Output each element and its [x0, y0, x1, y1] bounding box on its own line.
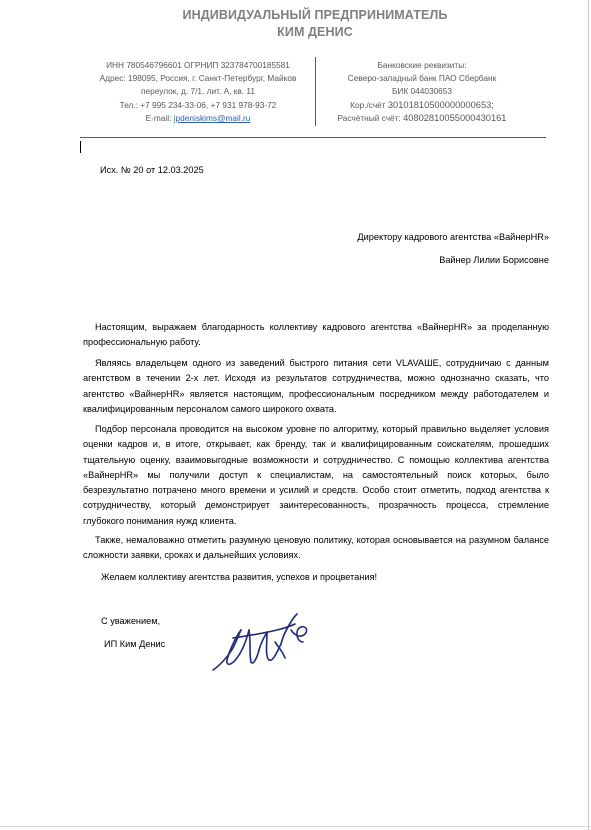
bik: БИК 044030653: [391, 86, 453, 97]
paragraph-4: [83, 533, 549, 564]
closing-regards: С уважением,: [101, 616, 161, 626]
bank-name: Северо-западный банк ПАО Сбербанк: [347, 73, 497, 84]
header-rule: [80, 137, 546, 138]
settlement-account-value: 40802810055000430161: [403, 112, 507, 123]
bank-requisites-title: Банковские реквизиты:: [377, 60, 467, 70]
requisites-right: [320, 59, 524, 125]
outgoing-number: Исх. № 20 от 12.03.2025: [100, 165, 204, 175]
kor-account-value: 30101810500000000653;: [387, 99, 494, 110]
settlement-account-label: Расчётный счёт:: [337, 112, 404, 123]
paragraph-1: [83, 320, 549, 351]
paragraph-3-text: Подбор персонала проводится на высоком уровне по алгоритму, который правильно выделяет условия оценки кадров и, в итоге, открывает, как бренду, так и квалифицированным соискателям, прошедших тщательную оценку, взаимовыгодные возможности и сотрудничество. С помощью коллектива агентства «ВайнерHR» мы получили доступ к специалистам, на самостоятельный поиск которых, было безрезультатно потрачено много времени и усилий и средств. Особо стоит отметить, подход агентства к сотрудничеству, который демонстрирует заинтересованность, прозрачность процесса, стремление глубокого понимания нужд клиента.: [83, 424, 549, 526]
paragraph-2-text: Являясь владельцем одного из заведений быстрого питания сети VLAVAШЕ, сотрудничаю с данным агентством в течении 2-х лет. Исходя из результатов сотрудничества, можно однозначно сказать, что агентство «ВайнерHR» является настоящим, профессиональным посредником между работодателем и квалифицированным персоналом самого широкого охвата.: [83, 358, 549, 414]
kor-account: [320, 99, 524, 112]
paragraph-2: [83, 356, 549, 417]
paragraph-3: [83, 422, 549, 529]
phones: Тел.: +7 995 234-33-06, +7 931 978-93-72: [119, 99, 277, 110]
page-edge-right: [588, 0, 589, 830]
email-line: [84, 112, 312, 125]
email-link[interactable]: ipdeniskims@mail.ru: [173, 112, 251, 123]
paragraph-1-text: Настоящим, выражаем благодарность коллективу кадрового агентства «ВайнерHR» за проделанную профессиональную работу.: [83, 322, 549, 348]
kor-account-label: Кор./счёт: [350, 99, 388, 110]
closing-signatory: ИП Ким Денис: [104, 639, 166, 649]
requisites-left: [84, 59, 312, 125]
addressee-position: Директору кадрового агентства «ВайнерHR»: [357, 232, 549, 242]
paragraph-4-text: Также, немаловажно отметить разумную ценовую политику, которая основывается на разумном балансе сложности заявки, сроках и дальнейших условиях.: [83, 535, 549, 561]
header-line-1: ИНДИВИДУАЛЬНЫЙ ПРЕДПРИНИМАТЕЛЬ: [182, 8, 448, 22]
requisites-divider: [315, 57, 316, 126]
settlement-account: [320, 112, 524, 125]
address-line-1: Адрес: 198095, Россия, г. Санкт-Петербург, Майков: [99, 73, 297, 84]
paragraph-5-text: Желаем коллективу агентства развития, успехов и процветания!: [101, 572, 377, 582]
email-label: E-mail:: [145, 112, 174, 123]
page-edge-bottom: [0, 826, 591, 827]
header-line-2: КИМ ДЕНИС: [277, 25, 353, 39]
paragraph-5: [83, 570, 549, 585]
inn-ogrnip: ИНН 780546796601 ОГРНИП 323784700185581: [106, 60, 290, 70]
handwritten-signature: [205, 608, 325, 678]
text-cursor: [80, 141, 81, 153]
addressee-name: Вайнер Лилии Борисовне: [439, 255, 549, 265]
address-line-2: переулок, д. 7/1, лит. А, кв. 11: [141, 86, 255, 97]
